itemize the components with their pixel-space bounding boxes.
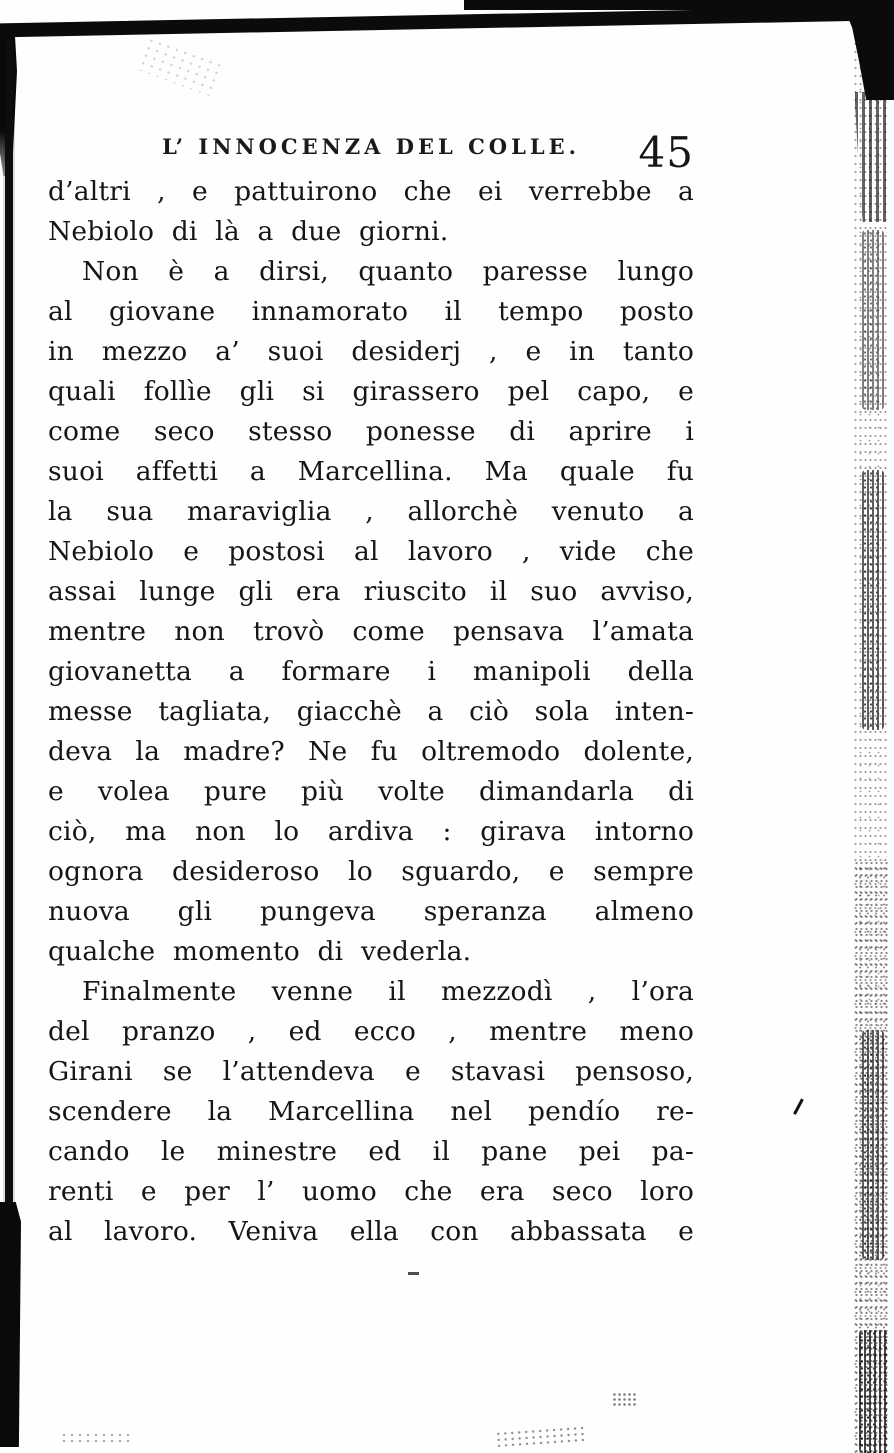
text-line: la sua maraviglia , allorchè venuto a bbox=[48, 496, 694, 527]
text-column bbox=[48, 128, 694, 1252]
body-lines bbox=[48, 172, 694, 1252]
scan-artifact-corner-top-right bbox=[836, 0, 894, 100]
text-line: assai lunge gli era riuscito il suo avviso, bbox=[48, 576, 694, 607]
scan-artifact-top-band bbox=[0, 6, 894, 37]
text-line: come seco stesso ponesse di aprire i bbox=[48, 416, 694, 447]
text-line: renti e per l’ uomo che era seco loro bbox=[48, 1176, 694, 1207]
scan-artifact-top-band-right bbox=[464, 0, 894, 10]
text-line: suoi affetti a Marcellina. Ma quale fu bbox=[48, 456, 694, 487]
text-line: al lavoro. Veniva ella con abbassata e bbox=[48, 1216, 694, 1247]
text-line: giovanetta a formare i manipoli della bbox=[48, 656, 694, 687]
page-header bbox=[48, 128, 694, 177]
text-line: quali follìe gli si girassero pel capo, e bbox=[48, 376, 694, 407]
scan-artifact-right-patch bbox=[862, 1030, 884, 1260]
scan-artifact-speckle bbox=[495, 1425, 586, 1447]
text-line: Nebiolo di là a due giorni. bbox=[48, 216, 449, 247]
text-line: mentre non trovò come pensava l’amata bbox=[48, 616, 694, 647]
page-number: 45 bbox=[638, 128, 694, 177]
text-line: Girani se l’attendeva e stavasi pensoso, bbox=[48, 1056, 694, 1087]
text-line: Nebiolo e postosi al lavoro , vide che bbox=[48, 536, 694, 567]
scan-artifact-right-patch bbox=[859, 1330, 889, 1453]
scan-artifact-right-patch bbox=[862, 230, 884, 410]
text-line: deva la madre? Ne fu oltremodo dolente, bbox=[48, 736, 694, 767]
scan-artifact-right-edge-dense bbox=[854, 860, 890, 1453]
text-line: e volea pure più volte dimandarla di bbox=[48, 776, 694, 807]
text-line: ciò, ma non lo ardiva : girava intorno bbox=[48, 816, 694, 847]
text-line: qualche momento di vederla. bbox=[48, 936, 472, 967]
scan-artifact-slash-mark bbox=[793, 1098, 803, 1114]
text-line: ognora desideroso lo sguardo, e sempre bbox=[48, 856, 694, 887]
text-line: nuova gli pungeva speranza almeno bbox=[48, 896, 694, 927]
scan-artifact-corner-top-left bbox=[0, 26, 17, 176]
text-line: scendere la Marcellina nel pendío re- bbox=[48, 1096, 694, 1127]
scan-artifact-top-right-streaks bbox=[848, 92, 890, 222]
text-line: del pranzo , ed ecco , mentre meno bbox=[48, 1016, 694, 1047]
scan-artifact-speckle bbox=[60, 1432, 130, 1444]
scan-artifact-corner-bottom-left bbox=[0, 1202, 21, 1447]
scan-artifact-smudge bbox=[136, 35, 223, 96]
scan-artifact-left-edge-bar bbox=[5, 40, 13, 1205]
text-line: cando le minestre ed il pane pei pa- bbox=[48, 1136, 694, 1167]
text-line: Finalmente venne il mezzodì , l’ora bbox=[82, 976, 694, 1007]
running-title: L’ INNOCENZA DEL COLLE. bbox=[162, 134, 580, 159]
scan-artifact-right-patch bbox=[862, 470, 884, 730]
scan-artifact-right-edge-speckle bbox=[853, 0, 887, 1453]
text-line: Non è a dirsi, quanto paresse lungo bbox=[82, 256, 694, 287]
text-line: d’altri , e pattuirono che ei verrebbe a bbox=[48, 176, 694, 207]
scan-artifact-speckle bbox=[612, 1392, 638, 1406]
text-line: in mezzo a’ suoi desiderj , e in tanto bbox=[48, 336, 694, 367]
text-line: al giovane innamorato il tempo posto bbox=[48, 296, 694, 327]
text-line: messe tagliata, giacchè a ciò sola inten- bbox=[48, 696, 694, 727]
scan-artifact-dash-mark bbox=[408, 1272, 419, 1275]
